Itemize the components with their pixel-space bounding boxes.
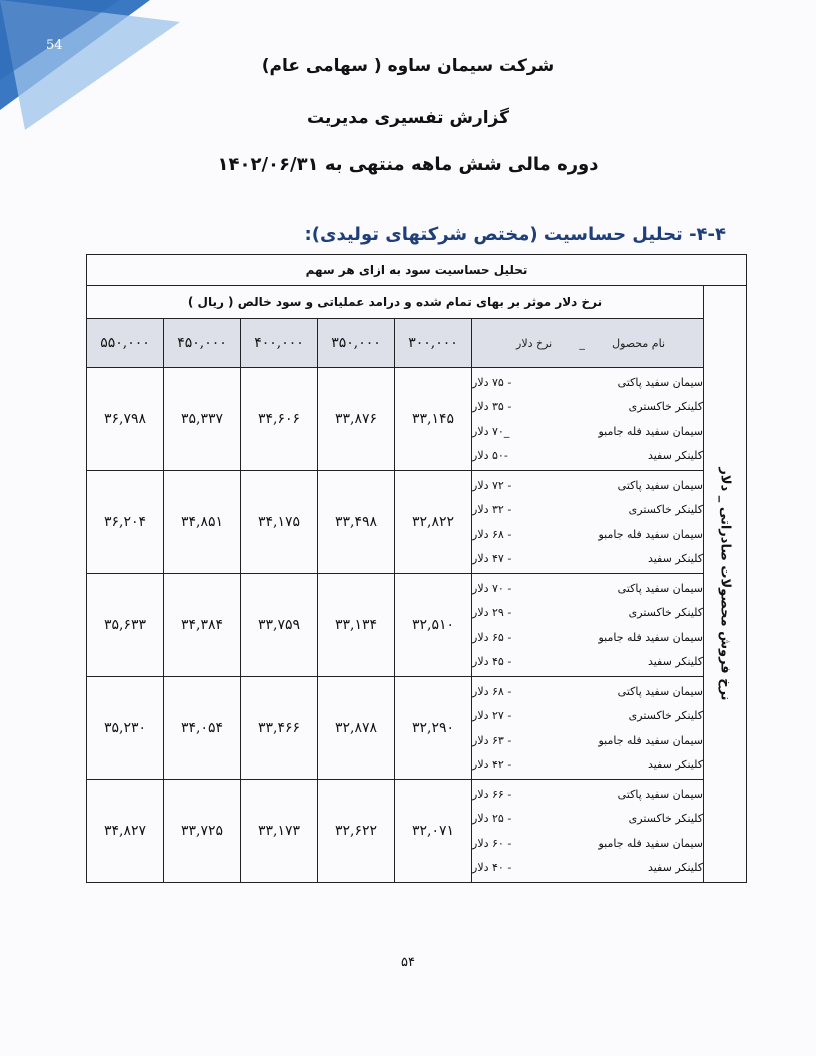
product-price: - ۷۲ دلار <box>472 478 512 492</box>
section-title: ۴-۴- تحلیل حساسیت (مختص شرکتهای تولیدی): <box>304 224 726 245</box>
product-price: - ۴۷ دلار <box>472 552 512 566</box>
product-name: کلینکر خاکستری <box>628 812 704 826</box>
product-line <box>472 856 703 881</box>
product-line <box>472 650 703 675</box>
dollar-rate-header: ۳۰۰,۰۰۰ <box>395 319 472 368</box>
product-name: سیمان سفید فله جامبو <box>598 733 704 747</box>
product-price: - ۷۵ دلار <box>472 375 512 389</box>
table-subtitle: نرخ دلار موثر بر بهای تمام شده و درامد عملیاتی و سود خالص ( ریال ) <box>87 286 704 319</box>
eps-value-cell: ۳۴,۰۵۴ <box>164 677 241 780</box>
product-price: - ۶۳ دلار <box>472 733 512 747</box>
product-name: سیمان سفید فله جامبو <box>598 527 704 541</box>
product-name: سیمان سفید پاکتی <box>617 375 704 389</box>
corner-page-number: 54 <box>46 38 63 53</box>
table-row <box>87 471 747 574</box>
product-name: کلینکر خاکستری <box>628 503 704 517</box>
eps-value-cell: ۳۶,۷۹۸ <box>87 368 164 471</box>
product-price: - ۳۵ دلار <box>472 400 512 414</box>
side-label-cell <box>704 286 747 883</box>
company-title: شرکت سیمان ساوه ( سهامی عام) <box>261 56 555 76</box>
eps-value-cell: ۳۴,۸۵۱ <box>164 471 241 574</box>
eps-value-cell: ۳۴,۳۸۴ <box>164 574 241 677</box>
eps-value-cell: ۳۲,۸۲۲ <box>395 471 472 574</box>
eps-value-cell: ۳۳,۴۹۸ <box>318 471 395 574</box>
product-line <box>472 444 703 469</box>
product-price: - ۲۵ دلار <box>472 812 512 826</box>
product-name: سیمان سفید پاکتی <box>617 478 704 492</box>
product-list-cell <box>472 368 704 471</box>
product-list-cell <box>472 574 704 677</box>
product-name: کلینکر سفید <box>647 758 704 772</box>
product-price: - ۶۸ دلار <box>472 684 512 698</box>
product-name: کلینکر خاکستری <box>628 400 704 414</box>
eps-value-cell: ۳۵,۶۳۳ <box>87 574 164 677</box>
product-list-cell <box>472 780 704 883</box>
product-price: - ۴۲ دلار <box>472 758 512 772</box>
table-row <box>87 780 747 883</box>
product-line <box>472 395 703 420</box>
eps-value-cell: ۳۴,۶۰۶ <box>241 368 318 471</box>
eps-value-cell: ۳۳,۷۲۵ <box>164 780 241 883</box>
product-price: - ۷۰ دلار <box>472 581 512 595</box>
header-row <box>87 319 747 368</box>
product-name: کلینکر خاکستری <box>628 606 704 620</box>
product-name: سیمان سفید فله جامبو <box>598 836 704 850</box>
product-price: - ۶۵ دلار <box>472 630 512 644</box>
period-title: دوره مالی شش ماهه منتهی به ۱۴۰۲/۰۶/۳۱ <box>217 154 599 175</box>
product-price: - ۴۰ دلار <box>472 861 512 875</box>
footer-page-number: ۵۴ <box>401 955 415 970</box>
product-line <box>472 753 703 778</box>
eps-value-cell: ۳۲,۰۷۱ <box>395 780 472 883</box>
eps-value-cell: ۳۵,۳۳۷ <box>164 368 241 471</box>
eps-value-cell: ۳۳,۱۴۵ <box>395 368 472 471</box>
product-name: کلینکر سفید <box>647 552 704 566</box>
product-name: کلینکر سفید <box>647 449 704 463</box>
eps-value-cell: ۳۶,۲۰۴ <box>87 471 164 574</box>
eps-value-cell: ۳۴,۸۲۷ <box>87 780 164 883</box>
product-price: -۵۰ دلار <box>472 449 508 463</box>
product-price: - ۶۶ دلار <box>472 787 512 801</box>
eps-value-cell: ۳۲,۶۲۲ <box>318 780 395 883</box>
product-line <box>472 522 703 547</box>
product-line <box>472 728 703 753</box>
product-line <box>472 831 703 856</box>
eps-value-cell: ۳۲,۸۷۸ <box>318 677 395 780</box>
product-name: سیمان سفید پاکتی <box>617 684 704 698</box>
product-list-cell <box>472 471 704 574</box>
sensitivity-table <box>86 254 747 883</box>
product-price: - ۲۷ دلار <box>472 709 512 723</box>
product-header-sep: _ <box>579 336 585 350</box>
product-name: کلینکر سفید <box>647 655 704 669</box>
eps-value-cell: ۳۲,۵۱۰ <box>395 574 472 677</box>
eps-value-cell: ۳۳,۷۵۹ <box>241 574 318 677</box>
dollar-rate-header: ۳۵۰,۰۰۰ <box>318 319 395 368</box>
table-row <box>87 574 747 677</box>
product-name-header: نام محصول <box>612 336 666 350</box>
product-line <box>472 547 703 572</box>
table-title: تحلیل حساسیت سود به ازای هر سهم <box>87 255 747 286</box>
side-label: نرخ فروش محصولات صادراتی _ دلار <box>717 467 733 701</box>
product-line <box>472 704 703 729</box>
product-name: سیمان سفید پاکتی <box>617 581 704 595</box>
product-name: کلینکر خاکستری <box>628 709 704 723</box>
product-name: سیمان سفید فله جامبو <box>598 424 704 438</box>
product-line <box>472 807 703 832</box>
product-line <box>472 576 703 601</box>
product-line <box>472 679 703 704</box>
eps-value-cell: ۳۳,۱۷۳ <box>241 780 318 883</box>
product-line <box>472 601 703 626</box>
product-name: سیمان سفید پاکتی <box>617 787 704 801</box>
product-name: کلینکر سفید <box>647 861 704 875</box>
eps-value-cell: ۳۳,۱۳۴ <box>318 574 395 677</box>
product-line <box>472 473 703 498</box>
product-line <box>472 782 703 807</box>
report-title: گزارش تفسیری مدیریت <box>306 108 510 128</box>
product-price: - ۳۲ دلار <box>472 503 512 517</box>
product-line <box>472 625 703 650</box>
product-price: _۷۰ دلار <box>472 424 510 438</box>
dollar-rate-header: ۵۵۰,۰۰۰ <box>87 319 164 368</box>
eps-value-cell: ۳۴,۱۷۵ <box>241 471 318 574</box>
product-price: - ۶۰ دلار <box>472 836 512 850</box>
eps-value-cell: ۳۳,۸۷۶ <box>318 368 395 471</box>
eps-value-cell: ۳۲,۲۹۰ <box>395 677 472 780</box>
dollar-rate-header: ۴۵۰,۰۰۰ <box>164 319 241 368</box>
product-price: - ۶۸ دلار <box>472 527 512 541</box>
table-row <box>87 677 747 780</box>
product-price: - ۲۹ دلار <box>472 606 512 620</box>
product-line <box>472 419 703 444</box>
eps-value-cell: ۳۳,۴۶۶ <box>241 677 318 780</box>
product-line <box>472 370 703 395</box>
product-name: سیمان سفید فله جامبو <box>598 630 704 644</box>
product-line <box>472 498 703 523</box>
product-price: - ۴۵ دلار <box>472 655 512 669</box>
product-list-cell <box>472 677 704 780</box>
table-row <box>87 368 747 471</box>
product-rate-header: نرخ دلار <box>516 336 553 350</box>
eps-value-cell: ۳۵,۲۳۰ <box>87 677 164 780</box>
product-header-cell <box>472 319 704 368</box>
dollar-rate-header: ۴۰۰,۰۰۰ <box>241 319 318 368</box>
